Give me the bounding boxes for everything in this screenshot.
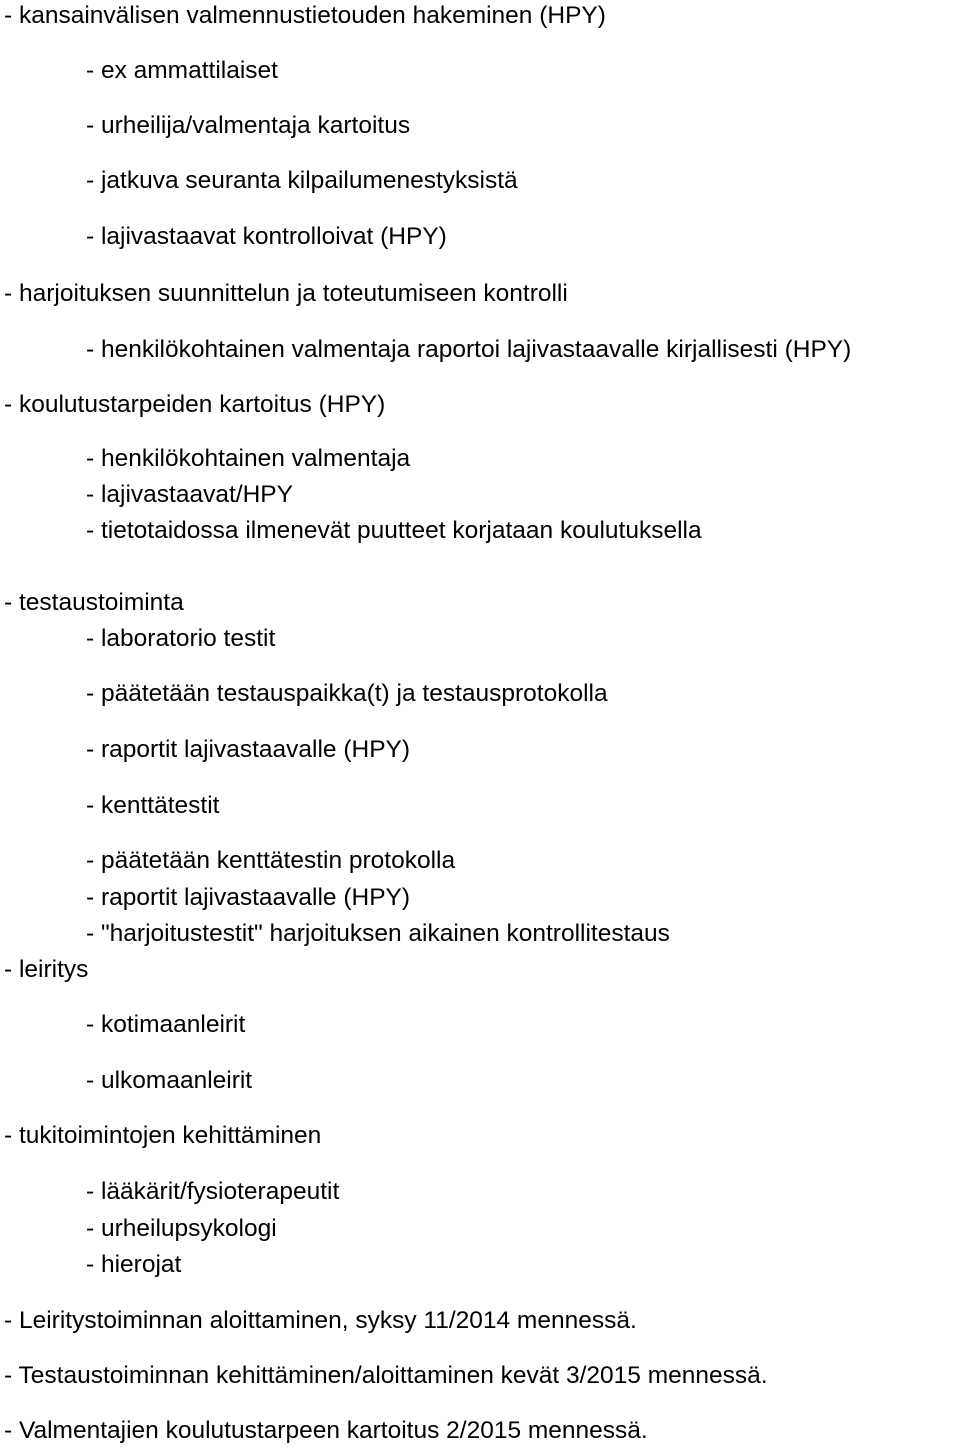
- list-item: - tietotaidossa ilmenevät puutteet korjataan koulutuksella: [86, 517, 702, 544]
- list-item: - Testaustoiminnan kehittäminen/aloittaminen kevät 3/2015 mennessä.: [4, 1362, 768, 1389]
- list-item: - koulutustarpeiden kartoitus (HPY): [4, 391, 386, 418]
- list-item: - raportit lajivastaavalle (HPY): [86, 736, 411, 763]
- list-item: - henkilökohtainen valmentaja raportoi lajivastaavalle kirjallisesti (HPY): [86, 336, 852, 363]
- list-item: - raportit lajivastaavalle (HPY): [86, 884, 411, 911]
- list-item: - lajivastaavat/HPY: [86, 481, 293, 508]
- list-item: - päätetään kenttätestin protokolla: [86, 847, 456, 874]
- list-item: - lajivastaavat kontrolloivat (HPY): [86, 223, 447, 250]
- list-item: - päätetään testauspaikka(t) ja testausprotokolla: [86, 680, 608, 707]
- list-item: - urheilupsykologi: [86, 1215, 277, 1242]
- list-item: - laboratorio testit: [86, 625, 276, 652]
- list-item: - henkilökohtainen valmentaja: [86, 445, 411, 472]
- list-item: - jatkuva seuranta kilpailumenestyksistä: [86, 167, 518, 194]
- list-item: - testaustoiminta: [4, 589, 184, 616]
- list-item: - Valmentajien koulutustarpeen kartoitus 2/2015 mennessä.: [4, 1417, 648, 1444]
- list-item: - kansainvälisen valmennustietouden hakeminen (HPY): [4, 2, 606, 29]
- list-item: - urheilija/valmentaja kartoitus: [86, 112, 411, 139]
- list-item: - kotimaanleirit: [86, 1011, 246, 1038]
- list-item: - ex ammattilaiset: [86, 57, 278, 84]
- list-item: - leiritys: [4, 956, 89, 983]
- list-item: - tukitoimintojen kehittäminen: [4, 1122, 322, 1149]
- list-item: - harjoituksen suunnittelun ja toteutumiseen kontrolli: [4, 280, 568, 307]
- list-item: - Leiritystoiminnan aloittaminen, syksy 11/2014 mennessä.: [4, 1307, 637, 1334]
- list-item: - lääkärit/fysioterapeutit: [86, 1178, 340, 1205]
- list-item: - "harjoitustestit" harjoituksen aikainen kontrollitestaus: [86, 920, 670, 947]
- list-item: - kenttätestit: [86, 792, 220, 819]
- list-item: - hierojat: [86, 1251, 182, 1278]
- list-item: - ulkomaanleirit: [86, 1067, 253, 1094]
